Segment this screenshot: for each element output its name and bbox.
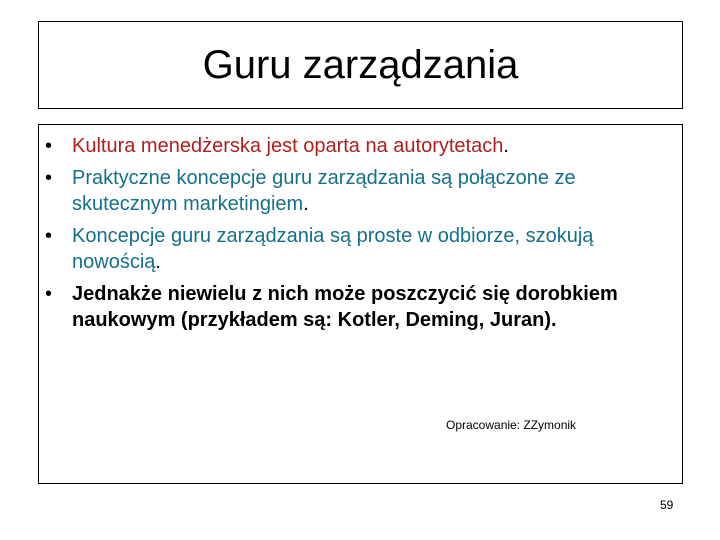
bullet-icon: • xyxy=(45,283,53,305)
slide-title: Guru zarządzania xyxy=(202,43,519,87)
bullet-list xyxy=(39,133,679,339)
bullet-text-4: Jednakże niewielu z nich może poszczycić się dorobkiem naukowym (przykładem są: Kotler, Deming, Juran). xyxy=(72,283,618,331)
bullet-end-3: . xyxy=(155,251,161,273)
bullet-item-3 xyxy=(39,223,679,275)
bullet-icon: • xyxy=(45,225,53,247)
bullet-icon: • xyxy=(45,135,53,157)
bullet-item-4 xyxy=(39,281,679,333)
bullet-text-3: Koncepcje guru zarządzania są proste w odbiorze, szokują nowością xyxy=(72,225,594,273)
source-note: Opracowanie: ZZymonik xyxy=(446,418,577,432)
bullet-item-1 xyxy=(39,133,679,159)
bullet-text-1: Kultura menedżerska jest oparta na autorytetach xyxy=(72,135,504,157)
bullet-end-1: . xyxy=(503,135,509,157)
bullet-end-2: . xyxy=(303,193,309,215)
content-frame xyxy=(38,124,683,484)
bullet-icon: • xyxy=(45,167,53,189)
page-number: 59 xyxy=(660,498,674,512)
bullet-item-2 xyxy=(39,165,679,217)
bullet-text-2: Praktyczne koncepcje guru zarządzania są połączone ze skutecznym marketingiem xyxy=(72,167,576,215)
title-frame xyxy=(38,21,683,109)
